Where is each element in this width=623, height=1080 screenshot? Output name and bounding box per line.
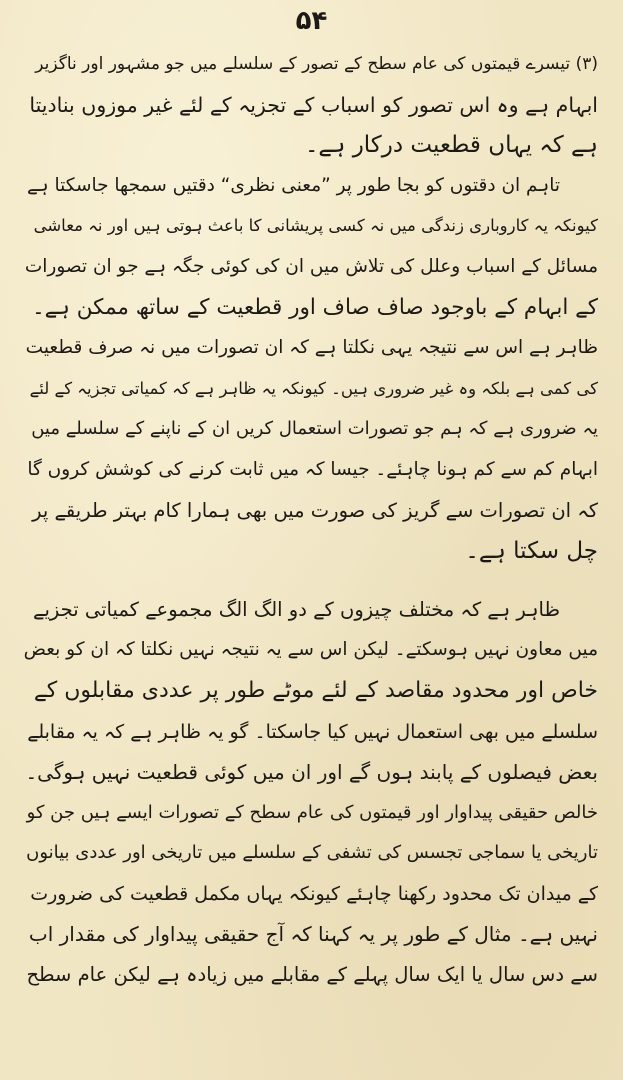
text-line: سلسلے میں بھی استعمال نہیں کیا جاسکتا۔ گو یہ ظاہر ہے کہ یہ مقابلے <box>27 720 598 743</box>
text-line: ظاہر ہے کہ مختلف چیزوں کے دو الگ الگ مجموعے کمیاتی تجزیے <box>33 597 560 621</box>
body-text <box>22 44 598 996</box>
text-line: نہیں ہے۔ مثال کے طور پر یہ کہنا کہ آج حقیقی پیداوار کی مقدار اب <box>28 922 598 947</box>
text-line: کی کمی ہے بلکہ وہ غیر ضروری ہیں۔ کیونکہ یہ ظاہر ہے کہ کمیاتی تجزیہ کے لئے <box>29 378 598 398</box>
text-line: ہے کہ یہاں قطعیت درکار ہے۔ <box>304 132 598 159</box>
text-line: خاص اور محدود مقاصد کے لئے موٹے طور پر عددی مقابلوں کے <box>33 677 598 703</box>
page-number: ۵۴ <box>295 6 328 36</box>
text-line: کے ابہام کے باوجود صاف صاف اور قطعیت کے ساتھ ممکن ہے۔ <box>32 294 598 320</box>
text-line: مسائل کے اسباب وعلل کی تلاش میں ان کی کوئی جگہ ہے جو ان تصورات <box>24 255 598 277</box>
paragraph <box>22 590 598 996</box>
paragraph <box>22 44 598 166</box>
text-line: یہ ضروری ہے کہ ہم جو تصورات استعمال کریں ان کے ناپنے کے سلسلے میں <box>31 418 598 440</box>
text-line: کے میدان تک محدود رکھنا چاہئے کیونکہ یہاں مکمل قطعیت کی ضرورت <box>30 882 598 905</box>
text-line: کہ ان تصورات سے گریز کی صورت میں بھی ہمارا کام بہتر طریقے پر <box>32 498 598 522</box>
paragraph <box>22 166 598 328</box>
text-line: سے دس سال یا ایک سال پہلے کے مقابلے میں زیادہ ہے لیکن عام سطح <box>26 963 598 987</box>
paragraph-gap <box>22 572 598 590</box>
text-line: ظاہر ہے اس سے نتیجہ یہی نکلتا ہے کہ ان تصورات میں نہ صرف قطعیت <box>25 337 598 359</box>
text-line: تاریخی یا سماجی تجسس کی تشفی کے سلسلے میں تاریخی اور عددی بیانوں <box>26 842 598 864</box>
text-line: بعض فیصلوں کے پابند ہوں گے اور ان میں کوئی قطعیت نہیں ہوگی۔ <box>25 760 598 785</box>
text-line: خالص حقیقی پیداوار اور قیمتوں کی عام سطح کے تصورات ایسے ہیں جن کو <box>26 801 598 823</box>
text-line: چل سکتا ہے۔ <box>465 538 598 565</box>
text-line: میں معاون نہیں ہوسکتے۔ لیکن اس سے یہ نتیجہ نہیں نکلتا کہ ان کو بعض <box>23 639 598 661</box>
text-line: ابہام کم سے کم ہونا چاہئے۔ جیسا کہ میں ثابت کرنے کی کوشش کروں گا <box>27 458 598 480</box>
text-line: (۳) تیسرے قیمتوں کی عام سطح کے تصور کے سلسلے میں جو مشہور اور ناگزیر <box>35 54 598 74</box>
text-line: ابہام ہے وہ اس تصور کو اسباب کے تجزیہ کے لئے غیر موزوں بنادیتا <box>29 92 598 117</box>
text-line: کیونکہ یہ کاروباری زندگی میں نہ کسی پریشانی کا باعث ہوتی ہیں اور نہ معاشی <box>33 216 598 236</box>
text-line: تاہم ان دقتوں کو بجا طور پر ”معنی نظری“ دقتیں سمجھا جاسکتا ہے <box>26 174 560 196</box>
paragraph <box>22 328 598 572</box>
